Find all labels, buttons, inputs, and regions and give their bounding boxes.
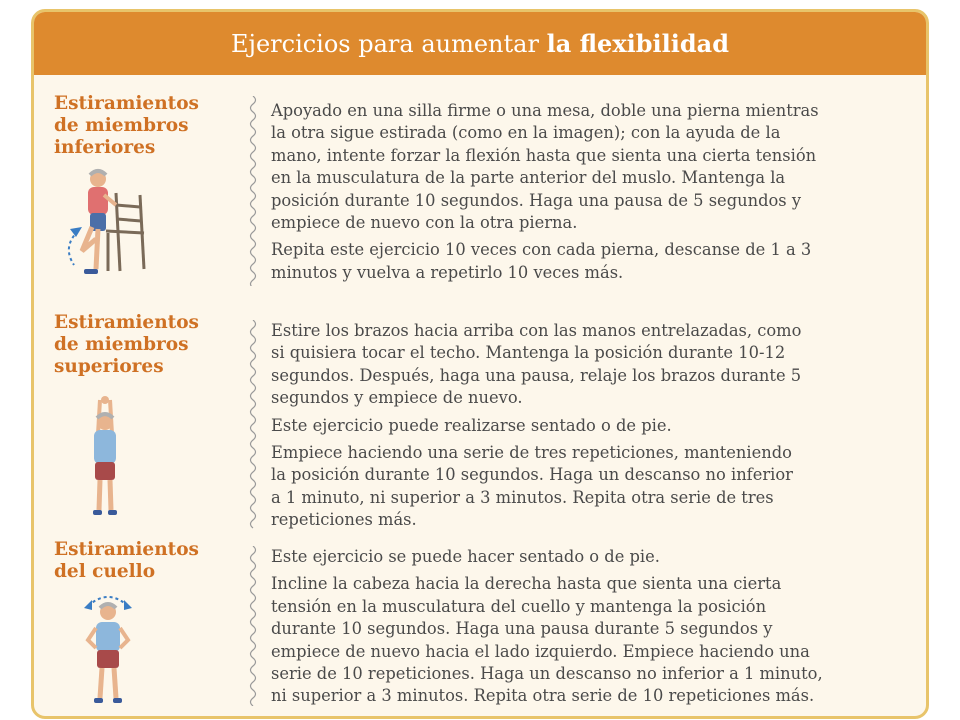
text-line: Este ejercicio se puede hacer sentado o de pie.: [271, 547, 660, 566]
text-line: empiece de nuevo hacia el lado izquierdo. Empiece haciendo una: [271, 641, 810, 661]
card-header: [34, 12, 926, 75]
text-line: la otra sigue estirada (como en la imagen); con la ayuda de la: [271, 123, 781, 143]
text-line: Empiece haciendo una serie de tres repeticiones, manteniendo: [271, 443, 792, 463]
text-line: Estire los brazos hacia arriba con las manos entrelazadas, como: [271, 321, 802, 340]
section-title-lower-limbs: [54, 93, 219, 159]
section-text-lower-limbs: [271, 100, 911, 289]
section-title-neck: [54, 539, 219, 583]
header-title-regular: Ejercicios para aumentar: [230, 30, 547, 58]
leg-stretch-figure-icon: [54, 165, 154, 277]
title-line: del cuello: [54, 561, 156, 582]
paragraph: [271, 239, 911, 284]
text-line: la posición durante 10 segundos. Haga un descanso no inferior: [271, 465, 793, 485]
title-line: Estiramientos: [54, 312, 199, 333]
exercise-card: [31, 9, 929, 719]
title-line: Estiramientos: [54, 93, 199, 114]
neck-stretch-figure-icon: [78, 592, 138, 710]
text-line: Este ejercicio puede realizarse sentado o de pie.: [271, 415, 672, 435]
text-line: segundos. Después, haga una pausa, relaje los brazos durante 5: [271, 365, 802, 385]
title-line: de miembros: [54, 115, 189, 136]
text-line: Apoyado en una silla firme o una mesa, doble una pierna mientras: [271, 101, 819, 120]
title-line: superiores: [54, 356, 164, 377]
text-line: si quisiera tocar el techo. Mantenga la posición durante 10-12: [271, 343, 786, 363]
title-line: inferiores: [54, 137, 156, 158]
text-line: posición durante 10 segundos. Haga una pausa de 5 segundos y: [271, 190, 802, 210]
text-line: mano, intente forzar la flexión hasta que sienta una cierta tensión: [271, 145, 817, 165]
text-line: minutos y vuelva a repetirlo 10 veces más.: [271, 262, 624, 282]
text-line: Incline la cabeza hacia la derecha hasta que sienta una cierta: [271, 574, 782, 594]
paragraph: [271, 442, 911, 532]
header-title-bold: la flexibilidad: [546, 29, 729, 58]
section-text-upper-limbs: [271, 320, 911, 537]
title-line: Estiramientos: [54, 539, 199, 560]
wavy-divider: [247, 546, 259, 706]
text-line: repeticiones más.: [271, 510, 417, 530]
paragraph: [271, 415, 911, 437]
text-line: en la musculatura de la parte anterior del muslo. Mantenga la: [271, 168, 786, 188]
paragraph: [271, 100, 911, 234]
text-line: serie de 10 repeticiones. Haga un descanso no inferior a 1 minuto,: [271, 664, 823, 684]
wavy-divider: [247, 96, 259, 286]
wavy-divider: [247, 320, 259, 530]
title-line: de miembros: [54, 334, 189, 355]
text-line: empiece de nuevo con la otra pierna.: [271, 213, 578, 233]
arm-stretch-figure-icon: [80, 394, 130, 518]
section-title-upper-limbs: [54, 312, 219, 378]
text-line: ni superior a 3 minutos. Repita otra serie de 10 repeticiones más.: [271, 686, 815, 706]
text-line: tensión en la musculatura del cuello y mantenga la posición: [271, 596, 767, 616]
text-line: durante 10 segundos. Haga una pausa durante 5 segundos y: [271, 619, 773, 639]
paragraph: [271, 546, 911, 568]
paragraph: [271, 320, 911, 410]
section-text-neck: [271, 546, 911, 713]
text-line: Repita este ejercicio 10 veces con cada pierna, descanse de 1 a 3: [271, 240, 812, 260]
text-line: a 1 minuto, ni superior a 3 minutos. Repita otra serie de tres: [271, 487, 774, 507]
text-line: segundos y empiece de nuevo.: [271, 388, 523, 408]
paragraph: [271, 573, 911, 707]
